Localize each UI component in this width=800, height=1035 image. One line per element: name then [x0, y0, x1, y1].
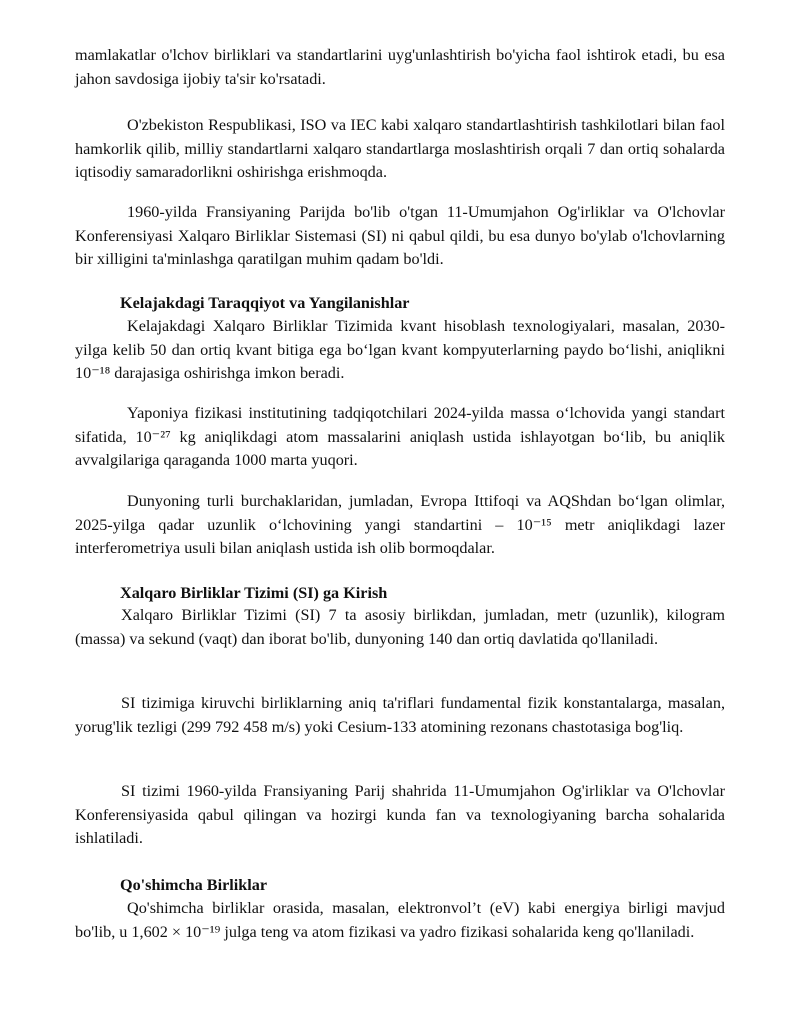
paragraph-si-definitions: SI tizimiga kiruvchi birliklarning aniq ta'riflari fundamental fizik konstantalarga, masalan, yorug'lik tezligi (299 792 458 m/s) yoki Cesium-133 atomining rezonans chastotasiga bog'liq. [75, 694, 725, 736]
paragraph-si-adoption-usage: SI tizimi 1960-yilda Fransiyaning Parij shahrida 11-Umumjahon Og'irliklar va O'lchovlar Konferensiyasida qabul qilingan va hozirgi kunda fan va texnologiyaning barcha sohalarida ishlatiladi. [75, 782, 725, 848]
paragraph-si-base-units: Xalqaro Birliklar Tizimi (SI) 7 ta asosiy birlikdan, jumladan, metr (uzunlik), kilogram (massa) va sekund (vaqt) dan iborat bo'lib, dunyoning 140 dan ortiq davlatida qo'llaniladi. [75, 606, 725, 648]
paragraph-quantum-computing: Kelajakdagi Xalqaro Birliklar Tizimida kvant hisoblash texnologiyalari, masalan, 2030-yilga kelib 50 dan ortiq kvant bitiga ega bo‘lgan kvant kompyuterlarning paydo bo‘lishi, aniqlikni 10⁻¹⁸ darajasiga oshirishga imkon beradi. [75, 317, 725, 383]
section-heading-si-introduction: Xalqaro Birliklar Tizimi (SI) ga Kirish [120, 584, 388, 602]
paragraph-japan-mass-standard: Yaponiya fizikasi institutining tadqiqotchilari 2024-yilda massa o‘lchovida yangi standart sifatida, 10⁻²⁷ kg aniqlikdagi atom massalarini aniqlash ustida ishlayotgan bo‘lib, bu aniqlik avvalgilariga qaraganda 1000 marta yuqori. [75, 404, 725, 470]
section-heading-future-developments: Kelajakdagi Taraqqiyot va Yangilanishlar [120, 294, 410, 312]
paragraph-standards-harmonization: mamlakatlar o'lchov birliklari va standartlarini uyg'unlashtirish bo'yicha faol ishtirok etadi, bu esa jahon savdosiga ijobiy ta'sir ko'rsatadi. [75, 46, 725, 88]
paragraph-electronvolt: Qo'shimcha birliklar orasida, masalan, elektronvol’t (eV) kabi energiya birligi mavjud bo'lib, u 1,602 × 10⁻¹⁹ julga teng va atom fizikasi va yadro fizikasi sohalarida keng qo'llaniladi. [75, 899, 725, 941]
paragraph-length-standard-research: Dunyoning turli burchaklaridan, jumladan, Evropa Ittifoqi va AQShdan bo‘lgan olimlar, 2025-yilga qadar uzunlik o‘lchovining yangi standartini – 10⁻¹⁵ metr aniqlikdagi lazer interferometriya usuli bilan aniqlash ustida ish olib bormoqdalar. [75, 492, 725, 558]
section-heading-additional-units: Qo'shimcha Birliklar [120, 876, 268, 894]
paragraph-uzbekistan-iso-iec: O'zbekiston Respublikasi, ISO va IEC kabi xalqaro standartlashtirish tashkilotlari bilan faol hamkorlik qilib, milliy standartlarni xalqaro standartlarga moslashtirish orqali 7 dan ortiq sohalarda iqtisodiy samaradorlikni oshirishga erishmoqda. [75, 116, 725, 182]
paragraph-si-1960-adoption: 1960-yilda Fransiyaning Parijda bo'lib o'tgan 11-Umumjahon Og'irliklar va O'lchovlar Konferensiyasi Xalqaro Birliklar Sistemasi (SI) ni qabul qildi, bu esa dunyo bo'ylab o'lchovlarning bir xilligini ta'minlashga qaratilgan muhim qadam bo'ldi. [75, 203, 725, 269]
